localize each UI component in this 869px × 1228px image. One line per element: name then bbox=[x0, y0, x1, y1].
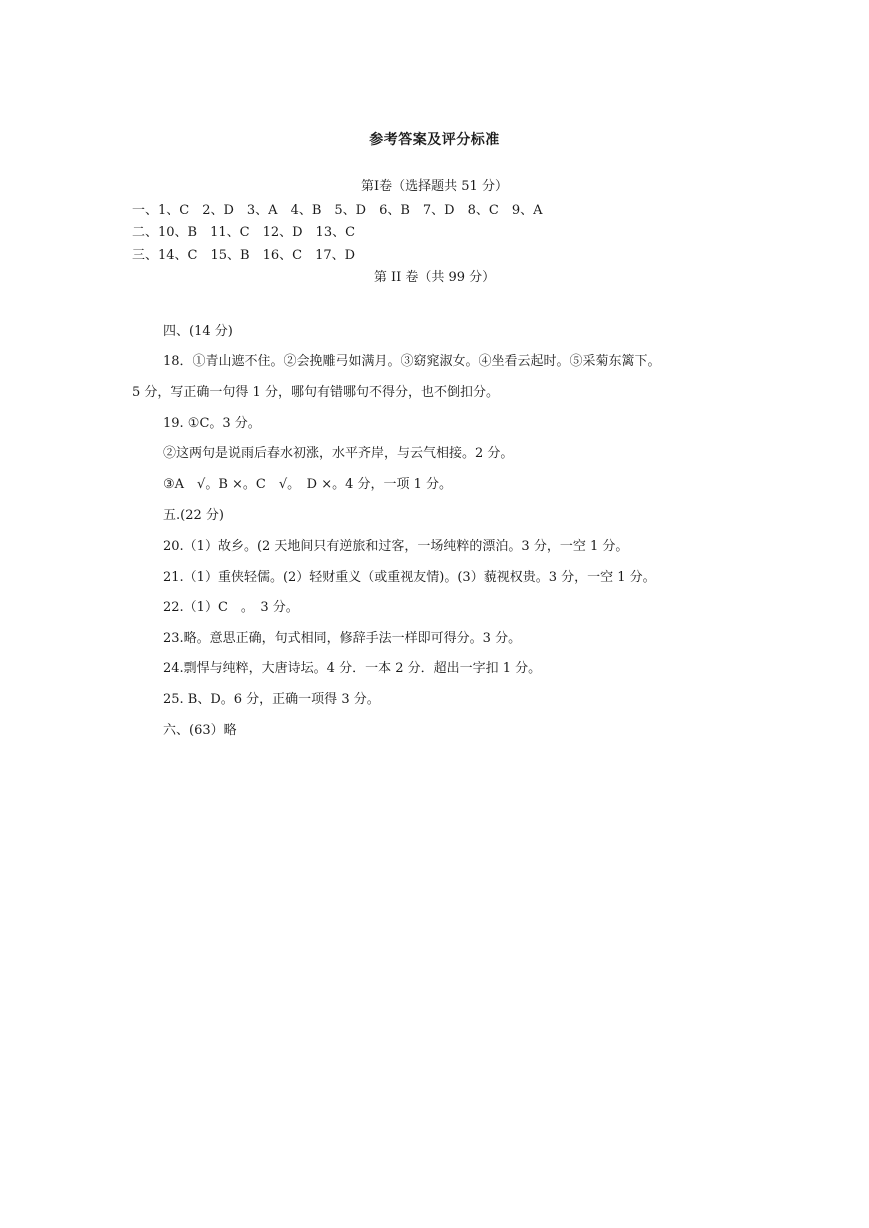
answer-22: 22.（1）C 。 3 分。 bbox=[163, 600, 299, 615]
answer-23: 23.略。意思正确，句式相同，修辞手法一样即可得分。3 分。 bbox=[163, 631, 522, 646]
answer-20: 20.（1）故乡。(2 天地间只有逆旅和过客，一场纯粹的漂泊。3 分，一空 1 分。 bbox=[163, 539, 629, 554]
answer-25: 25. B、D。6 分，正确一项得 3 分。 bbox=[163, 692, 380, 707]
answer-18-continued: 5 分，写正确一句得 1 分，哪句有错哪句不得分，也不倒扣分。 bbox=[132, 385, 499, 400]
answers-line-2: 二、10、B 11、C 12、D 13、C bbox=[132, 225, 356, 240]
answer-24: 24.剽悍与纯粹，大唐诗坛。4 分．一本 2 分．超出一字扣 1 分。 bbox=[163, 661, 542, 676]
answer-19-part-1: 19. ①C。3 分。 bbox=[163, 416, 261, 431]
section-6-heading: 六、(63）略 bbox=[163, 723, 237, 738]
section-4-heading: 四、(14 分) bbox=[163, 324, 233, 339]
answers-line-3: 三、14、C 15、B 16、C 17、D bbox=[132, 248, 356, 263]
answer-21: 21.（1）重侠轻儒。(2）轻财重义（或重视友情)。(3）藐视权贵。3 分，一空 1 分。 bbox=[163, 570, 656, 585]
answer-19-part-3: ③A √。B ×。C √。 D ×。4 分，一项 1 分。 bbox=[163, 477, 453, 492]
answer-19-part-2: ②这两句是说雨后春水初涨，水平齐岸，与云气相接。2 分。 bbox=[163, 446, 514, 461]
section-5-heading: 五.(22 分) bbox=[163, 508, 224, 523]
page-title: 参考答案及评分标准 bbox=[369, 132, 500, 148]
answer-18: 18．①青山遮不住。②会挽雕弓如满月。③窈窕淑女。④坐看云起时。⑤采菊东篱下。 bbox=[163, 354, 661, 369]
part2-heading: 第 II 卷（共 99 分） bbox=[373, 270, 496, 285]
part1-heading: 第Ⅰ卷（选择题共 51 分） bbox=[361, 179, 508, 194]
answers-line-1: 一、1、C 2、D 3、A 4、B 5、D 6、B 7、D 8、C 9、A bbox=[132, 203, 543, 218]
